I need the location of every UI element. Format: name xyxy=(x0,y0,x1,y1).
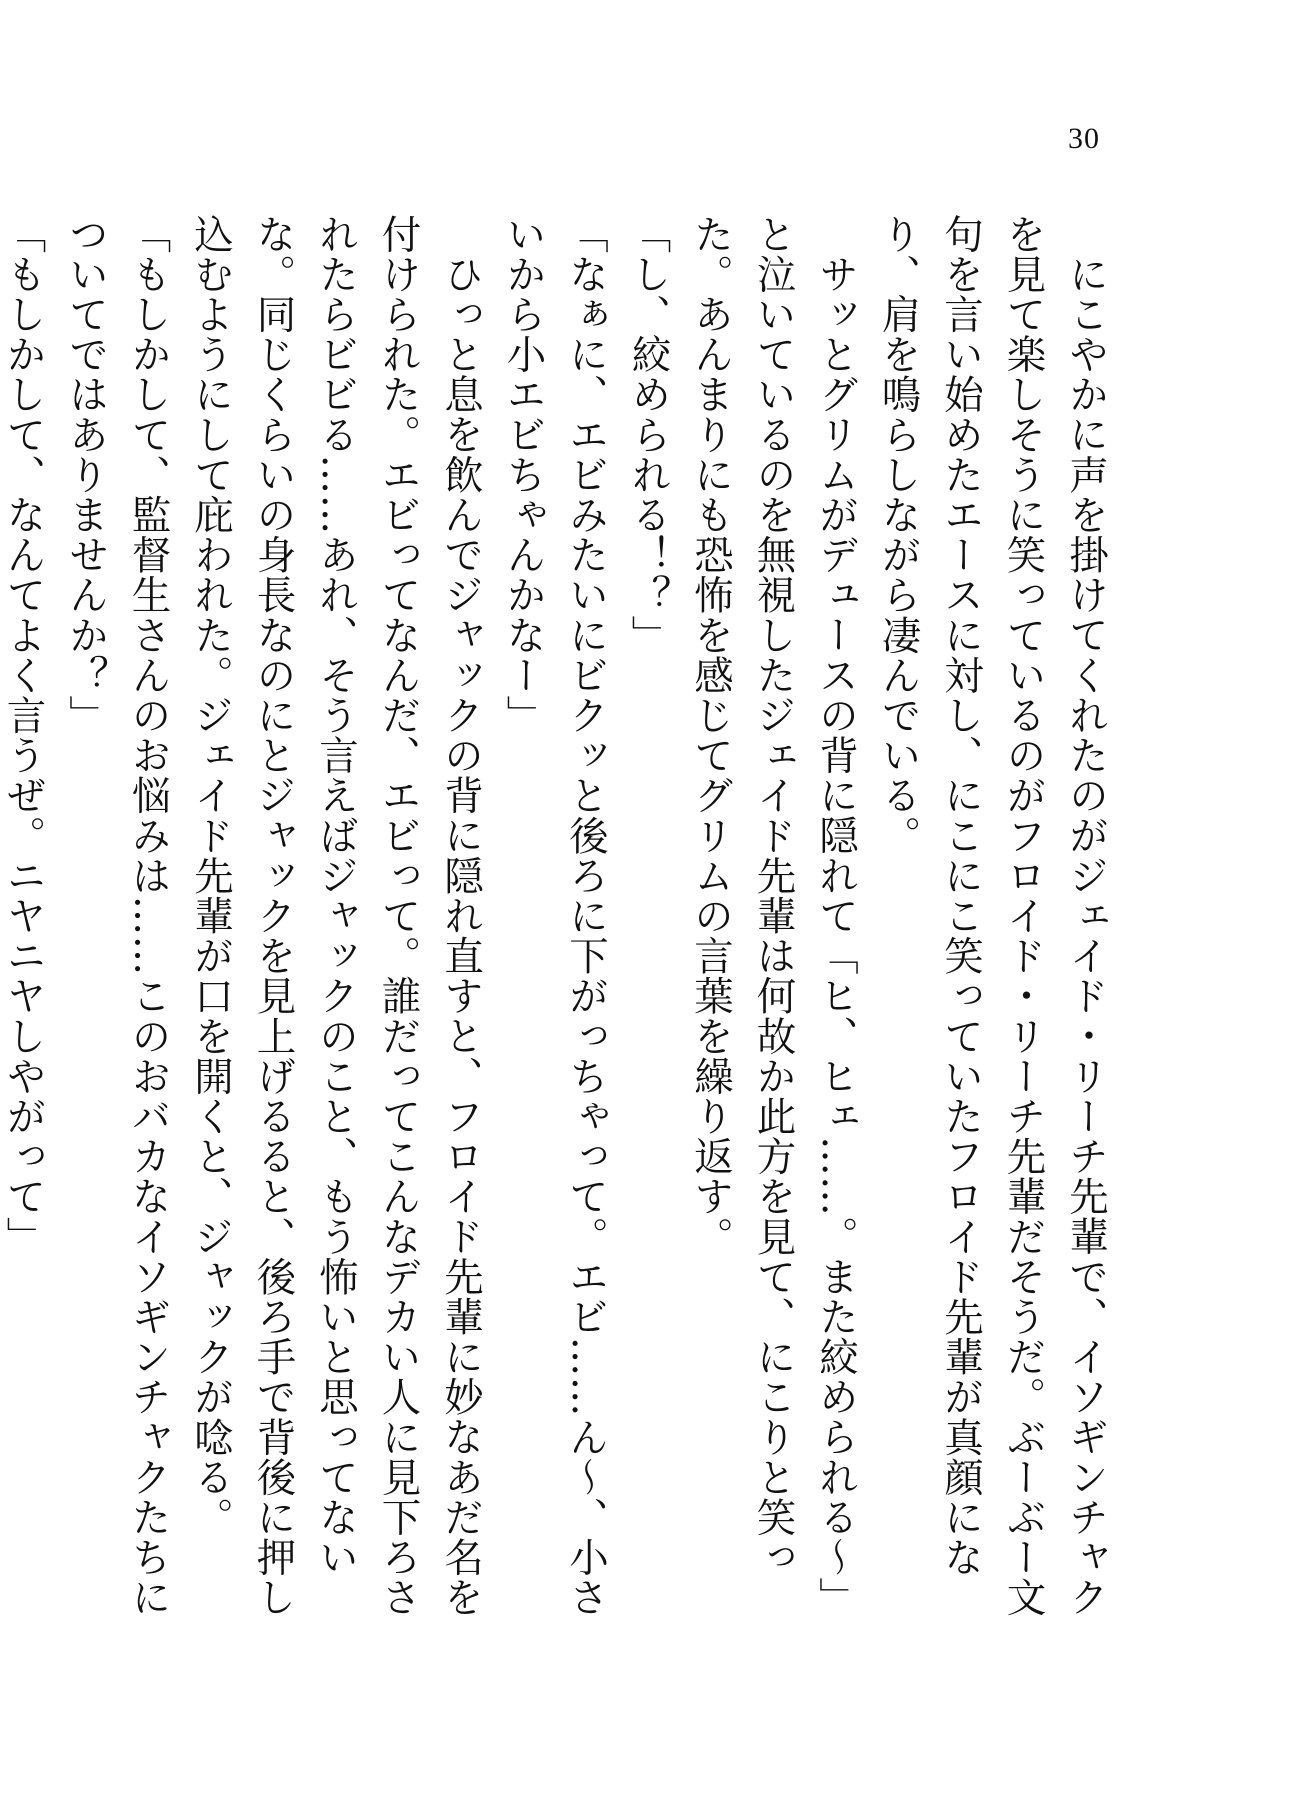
paragraph: サッとグリムがデュースの背に隠れて「ヒ、ヒェ……。また絞められる～」と泣いているのを無視したジェイド先輩は何故か此方を見て、にこりと笑った。あんまりにも恐怖を感じてグリムの言葉を繰り返す。 xyxy=(688,214,859,1617)
page-number: 30 xyxy=(1068,122,1100,155)
body-text xyxy=(0,214,1117,1654)
paragraph: 「もしかして、なんてよく言うぜ。ニヤニヤしやがって」 xyxy=(0,214,47,1257)
paragraph: ひっと息を飲んでジャックの背に隠れ直すと、フロイド先輩に妙なあだ名を付けられた。エビってなんだ、エビって。誰だってこんなデカい人に見下ろされたらビビる……あれ、そう言えばジャックのこと、もう怖いと思ってないな。同じくらいの身長なのにとジャックを見上げるると、後ろ手で背後に押し込むようにして庇われた。ジェイド先輩が口を開くと、ジャックが唸る。 xyxy=(188,214,484,1618)
paragraph: 「なぁに、エビみたいにビクッと後ろに下がっちゃって。エビ……ん～、小さいから小エビちゃんかなー」 xyxy=(500,214,609,1618)
paragraph: にこやかに声を掛けてくれたのがジェイド・リーチ先輩で、イソギンチャクを見て楽しそうに笑っているのがフロイド・リーチ先輩だそうだ。ぶーぶー文句を言い始めたエースに対し、にこにこ笑っていたフロイド先輩が真顔になり、肩を鳴らしながら凄んでいる。 xyxy=(875,214,1109,1618)
paragraph: 「し、絞められる！？」 xyxy=(625,214,672,656)
paragraph: 「もしかして、監督生さんのお悩みは……このおバカなイソギンチャクたちについてではありませんか？」 xyxy=(63,214,172,1618)
